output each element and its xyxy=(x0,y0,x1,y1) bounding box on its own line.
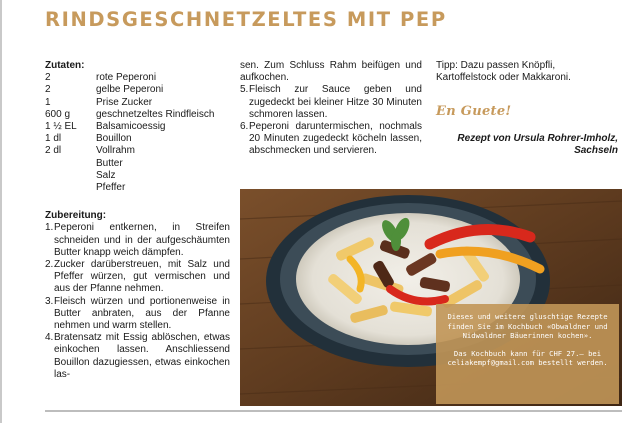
ingredient-qty: 2 xyxy=(45,72,51,84)
step-item xyxy=(240,121,422,158)
preparation-steps-continued xyxy=(240,60,422,158)
step-text: Peperoni entkernen, in Streifen schneiden und in der aufgeschäumten Butter knapp weich dämpfen. xyxy=(54,222,230,258)
step-item xyxy=(45,332,230,381)
column-tip xyxy=(436,60,618,157)
step-item xyxy=(45,296,230,333)
ingredient-qty xyxy=(45,182,96,194)
step-number: 5. xyxy=(240,84,249,96)
preparation-heading: Zubereitung: xyxy=(45,210,107,222)
greeting: En Guete! xyxy=(436,104,512,120)
ingredient-qty: 1 xyxy=(45,96,51,108)
step-number: 6. xyxy=(240,121,249,133)
tip-text: Tipp: Dazu passen Knöpfli, Kartoffelstock oder Makkaroni. xyxy=(436,60,571,84)
step-number: 4. xyxy=(45,332,54,344)
cookbook-info-box xyxy=(436,304,619,404)
ingredient-qty xyxy=(45,158,96,170)
ingredients-heading: Zutaten: xyxy=(45,60,85,71)
step-text: sen. Zum Schluss Rahm beifügen und aufkochen. xyxy=(240,60,422,84)
bottom-divider xyxy=(45,410,622,412)
ingredient-row xyxy=(45,170,214,182)
ingredient-item: Butter xyxy=(96,157,123,169)
ingredient-qty: 1 dl xyxy=(45,133,62,145)
step-text: Zucker darüberstreuen, mit Salz und Pfeffer würzen, gut vermischen und aus der Pfanne nehmen. xyxy=(54,259,230,295)
ingredients-table xyxy=(45,72,214,194)
column-steps-continued xyxy=(240,60,422,158)
page-edge-rule xyxy=(0,0,2,423)
credit-author: Rezept von Ursula Rohrer-Imholz, xyxy=(457,132,618,144)
step-number: 2. xyxy=(45,259,54,271)
ingredient-item: gelbe Peperoni xyxy=(96,84,164,96)
ingredient-item: Pfeffer xyxy=(96,182,126,194)
ingredient-qty xyxy=(45,170,96,182)
ingredient-item: Vollrahm xyxy=(96,145,135,157)
step-item xyxy=(240,84,422,121)
recipe-title: RINDSGESCHNETZELTES MIT PEP xyxy=(45,8,447,31)
step-item xyxy=(45,259,230,296)
ingredient-qty: 600 g xyxy=(45,108,71,120)
ingredient-item: Salz xyxy=(96,169,116,181)
ingredient-item: geschnetzeltes Rindfleisch xyxy=(96,108,215,120)
cookbook-order-text: Das Kochbuch kann für CHF 27.– bei celiakempf@gmail.com bestellt werden. xyxy=(447,348,608,368)
ingredient-row xyxy=(45,121,214,133)
recipe-credit xyxy=(436,133,618,157)
ingredient-row xyxy=(45,84,214,96)
ingredient-qty: 2 dl xyxy=(45,145,62,157)
step-number: 1. xyxy=(45,222,54,234)
preparation-steps xyxy=(45,222,230,381)
step-item xyxy=(45,222,230,259)
credit-location: Sachseln xyxy=(574,144,618,156)
ingredient-qty: 2 xyxy=(45,84,51,96)
step-text: Peperoni daruntermischen, nochmals 20 Minuten zugedeckt köcheln lassen, abschmecken und servieren. xyxy=(249,121,422,157)
step-text: Fleisch zur Sauce geben und zugedeckt bei kleiner Hitze 30 Minuten schmoren lassen. xyxy=(249,84,422,120)
step-number: 3. xyxy=(45,295,54,307)
ingredient-row xyxy=(45,145,214,157)
ingredient-item: Prise Zucker xyxy=(96,96,153,108)
step-text: Bratensatz mit Essig ablöschen, etwas einkochen lassen. Anschliessend Bouillon dazugiessen, etwas einkochen las- xyxy=(54,332,230,380)
ingredient-item: rote Peperoni xyxy=(96,72,157,84)
column-ingredients xyxy=(45,60,230,381)
ingredient-item: Balsamicoessig xyxy=(96,121,166,133)
ingredient-row xyxy=(45,158,214,170)
step-text: Fleisch würzen und portionenweise in Butter anbraten, aus der Pfanne nehmen und warm stellen. xyxy=(54,295,230,332)
ingredient-row xyxy=(45,109,214,121)
ingredient-row xyxy=(45,182,214,194)
cookbook-info-text: Dieses und weitere gluschtige Rezepte finden Sie im Kochbuch «Obwaldner und Nidwaldner Bäuerinnen kochen». xyxy=(447,312,608,341)
ingredient-row xyxy=(45,97,214,109)
ingredient-row xyxy=(45,72,214,84)
ingredient-row xyxy=(45,133,214,145)
step-item-continued xyxy=(240,60,422,84)
ingredient-qty: 1 ½ EL xyxy=(45,121,77,133)
ingredient-item: Bouillon xyxy=(96,133,132,145)
